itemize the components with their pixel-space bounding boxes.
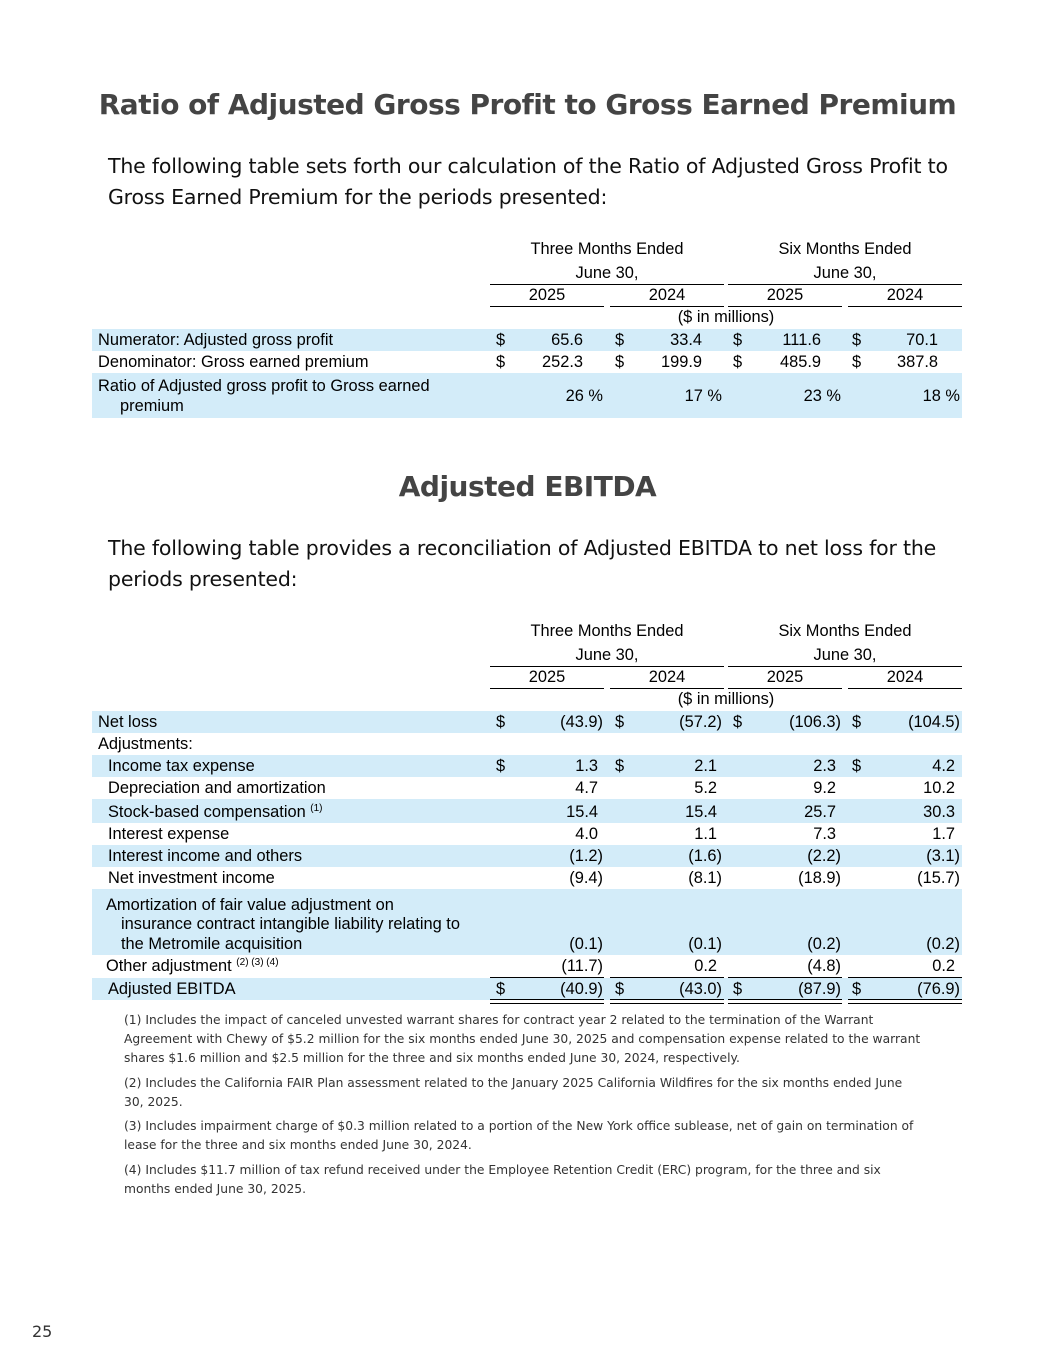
currency-symbol: $: [496, 980, 506, 998]
cell-value: 252.3: [541, 353, 583, 371]
six-months-header: Six Months Ended: [778, 240, 912, 258]
row-label-continued: premium: [120, 397, 184, 415]
cell-value: 111.6: [782, 331, 821, 349]
currency-symbol: $: [852, 980, 862, 998]
footnote: (1) Includes the impact of canceled unvested warrant shares for contract year 2 related to the termination of the Warrant Agreement with Chewy of $5.2 million for the six months ended June 30, 2025 and compensation expense related to the warrant shares $1.6 million and $2.5 million for the three and six months ended June 30, 2024, respectively.: [124, 1013, 921, 1065]
table-row: [92, 711, 962, 733]
cell-value: 5.2: [694, 779, 717, 797]
section1-title: Ratio of Adjusted Gross Profit to Gross Earned Premium: [98, 88, 957, 121]
row-label: Interest expense: [108, 825, 230, 843]
cell-value: (3.1): [926, 847, 960, 865]
cell-value: (2.2): [807, 847, 841, 865]
six-months-header: Six Months Ended: [778, 622, 912, 640]
cell-value: 199.9: [660, 353, 702, 371]
cell-value: 65.6: [551, 331, 583, 349]
currency-symbol: $: [733, 353, 743, 371]
currency-symbol: $: [733, 713, 743, 731]
six-months-date: June 30,: [813, 264, 877, 282]
row-label: Ratio of Adjusted gross profit to Gross earned: [98, 377, 430, 395]
cell-value: 2.3: [813, 757, 836, 775]
cell-value: (18.9): [798, 869, 841, 887]
cell-value: 25.7: [804, 803, 836, 821]
section2-intro: The following table provides a reconciliation of Adjusted EBITDA to net loss for the periods presented:: [108, 536, 937, 591]
cell-value: (104.5): [908, 713, 960, 731]
footnote-ref: (1): [310, 803, 323, 814]
table-row: [92, 867, 962, 889]
cell-value: 30.3: [923, 803, 955, 821]
currency-symbol: $: [852, 713, 862, 731]
adjusted-ebitda-table: [92, 618, 962, 1008]
row-label-continued: insurance contract intangible liability relating to: [121, 915, 460, 933]
currency-symbol: $: [852, 353, 862, 371]
cell-value: 18 %: [922, 387, 960, 405]
currency-symbol: $: [496, 713, 506, 731]
cell-value: 2.1: [694, 757, 717, 775]
cell-value: 485.9: [779, 353, 821, 371]
cell-value: 0.2: [932, 957, 955, 975]
table-row: [92, 329, 962, 351]
row-label: Numerator: Adjusted gross profit: [98, 331, 334, 349]
row-label: Net loss: [98, 713, 158, 731]
currency-symbol: $: [615, 331, 625, 349]
table-row: [92, 373, 962, 418]
cell-value: 70.1: [906, 331, 938, 349]
row-label: Adjusted EBITDA: [108, 980, 236, 998]
year-column-header: 2024: [886, 668, 924, 686]
footnote: (4) Includes $11.7 million of tax refund received under the Employee Retention Credit (ERC) program, for the three and six months ended June 30, 2025.: [124, 1163, 881, 1196]
row-label: Net investment income: [108, 869, 275, 887]
six-months-date: June 30,: [813, 646, 877, 664]
cell-value: (0.1): [688, 935, 722, 953]
cell-value: (87.9): [798, 980, 841, 998]
year-column-header: 2024: [886, 286, 924, 304]
page-number: 25: [32, 1322, 53, 1341]
cell-value: 9.2: [813, 779, 836, 797]
year-column-header: 2025: [766, 286, 804, 304]
year-column-header: 2025: [528, 286, 566, 304]
currency-symbol: $: [852, 331, 862, 349]
currency-symbol: $: [496, 353, 506, 371]
row-label-text: Stock-based compensation: [108, 803, 306, 821]
cell-value: (43.9): [560, 713, 603, 731]
footnote: (3) Includes impairment charge of $0.3 million related to a portion of the New York office sublease, net of gain on termination of lease for the three and six months ended June 30, 2024.: [124, 1119, 914, 1152]
cell-value: 23 %: [803, 387, 841, 405]
three-months-header: Three Months Ended: [530, 622, 684, 640]
three-months-date: June 30,: [575, 646, 639, 664]
row-label: [106, 957, 279, 976]
cell-value: (0.1): [569, 935, 603, 953]
table-row: [92, 777, 962, 799]
currency-symbol: $: [615, 980, 625, 998]
row-label: Income tax expense: [108, 757, 255, 775]
cell-value: 1.3: [575, 757, 598, 775]
year-column-header: 2024: [648, 668, 686, 686]
cell-value: 1.1: [694, 825, 717, 843]
units-label: ($ in millions): [677, 308, 775, 326]
cell-value: 10.2: [923, 779, 955, 797]
row-label-text: Other adjustment: [106, 957, 232, 975]
table-row: [92, 845, 962, 867]
row-label: Adjustments:: [98, 735, 193, 753]
row-label: Interest income and others: [108, 847, 303, 865]
currency-symbol: $: [733, 331, 743, 349]
table-row: [92, 755, 962, 777]
cell-value: 0.2: [694, 957, 717, 975]
year-column-header: 2025: [528, 668, 566, 686]
section1-intro: The following table sets forth our calculation of the Ratio of Adjusted Gross Profit to Gross Earned Premium for the periods presented:: [108, 154, 948, 209]
footnote-ref: (2) (3) (4): [236, 957, 279, 968]
currency-symbol: $: [615, 353, 625, 371]
cell-value: 15.4: [685, 803, 717, 821]
cell-value: (15.7): [917, 869, 960, 887]
cell-value: (57.2): [679, 713, 722, 731]
cell-value: (8.1): [688, 869, 722, 887]
cell-value: 26 %: [565, 387, 603, 405]
three-months-header: Three Months Ended: [530, 240, 684, 258]
currency-symbol: $: [733, 980, 743, 998]
year-column-header: 2025: [766, 668, 804, 686]
cell-value: 4.2: [932, 757, 955, 775]
table-row: [92, 351, 962, 373]
table-row: [92, 823, 962, 845]
units-label: ($ in millions): [677, 690, 775, 708]
cell-value: 4.7: [575, 779, 598, 797]
year-column-header: 2024: [648, 286, 686, 304]
cell-value: 17 %: [684, 387, 722, 405]
cell-value: (4.8): [807, 957, 841, 975]
currency-symbol: $: [496, 331, 506, 349]
cell-value: 387.8: [896, 353, 938, 371]
currency-symbol: $: [615, 713, 625, 731]
row-label: Depreciation and amortization: [108, 779, 326, 797]
cell-value: 33.4: [670, 331, 702, 349]
cell-value: (9.4): [569, 869, 603, 887]
cell-value: (11.7): [561, 957, 603, 975]
table-row: [92, 733, 962, 755]
cell-value: 1.7: [932, 825, 955, 843]
gross-profit-ratio-table: [92, 236, 962, 421]
currency-symbol: $: [852, 757, 862, 775]
cell-value: 4.0: [575, 825, 598, 843]
currency-symbol: $: [496, 757, 506, 775]
cell-value: 7.3: [813, 825, 836, 843]
table-row: [92, 799, 962, 823]
section2-title: Adjusted EBITDA: [398, 470, 657, 503]
row-label: Denominator: Gross earned premium: [98, 353, 369, 371]
cell-value: (0.2): [807, 935, 841, 953]
cell-value: 15.4: [566, 803, 598, 821]
cell-value: (43.0): [679, 980, 722, 998]
currency-symbol: $: [615, 757, 625, 775]
cell-value: (1.2): [569, 847, 603, 865]
cell-value: (76.9): [917, 980, 960, 998]
table-row: [92, 889, 962, 955]
row-label-continued: the Metromile acquisition: [121, 935, 303, 953]
table-row: [92, 955, 962, 977]
cell-value: (40.9): [560, 980, 603, 998]
three-months-date: June 30,: [575, 264, 639, 282]
cell-value: (0.2): [926, 935, 960, 953]
cell-value: (106.3): [789, 713, 841, 731]
cell-value: (1.6): [688, 847, 722, 865]
table-row: [92, 978, 962, 1000]
row-label: [108, 803, 323, 822]
footnote: (2) Includes the California FAIR Plan assessment related to the January 2025 California Wildfires for the six months ended June 30, 2025.: [124, 1076, 903, 1109]
row-label: Amortization of fair value adjustment on: [106, 896, 394, 914]
